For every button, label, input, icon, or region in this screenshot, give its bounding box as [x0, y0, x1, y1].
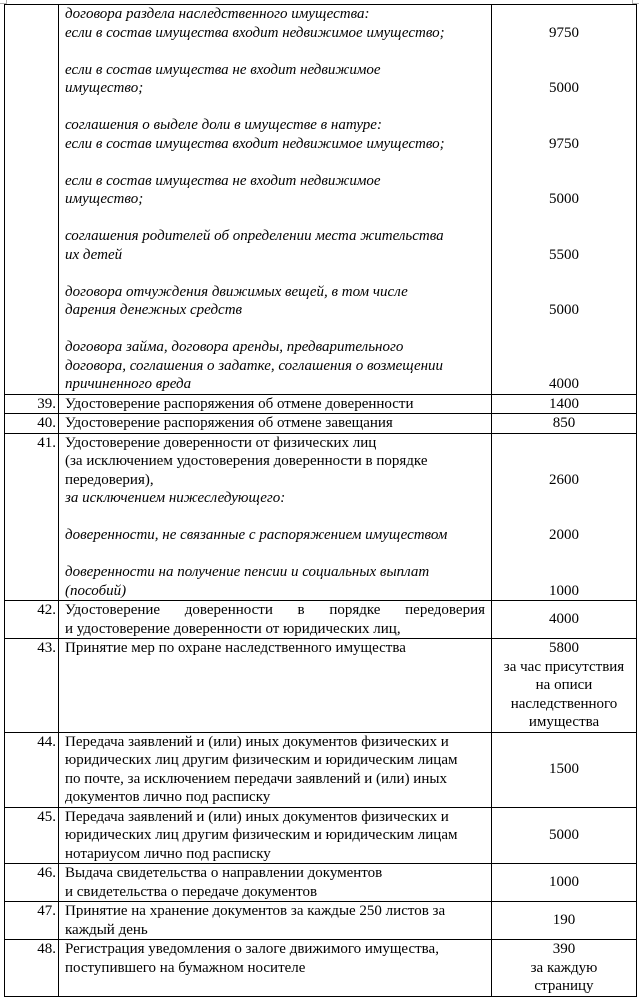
row-description: [59, 433, 492, 601]
row-fee: [492, 433, 637, 601]
row-text-line: юридических лиц другим физическим и юридическим лицам: [65, 827, 458, 843]
sub-item-text: дарения денежных средств: [65, 302, 243, 318]
table-row: [5, 433, 637, 601]
sub-item-text: договора займа, договора аренды, предварительного: [65, 339, 404, 355]
fee-value: 5500: [549, 246, 579, 263]
fee-value: 5000: [549, 191, 579, 207]
row-description: [59, 5, 492, 395]
row-fee: 190: [492, 902, 637, 940]
row-number: 44.: [5, 732, 59, 807]
table-row: [5, 732, 637, 807]
fee-value: 390: [552, 941, 576, 957]
fee-value: 9750: [549, 135, 579, 152]
sub-item-text: имущество;: [65, 191, 144, 207]
table-row: [5, 601, 637, 639]
row-number: 47.: [5, 902, 59, 940]
row-text-line: (за исключением удостоверения доверенности в порядке: [65, 453, 428, 469]
row-text-line: Выдача свидетельства о направлении документов: [65, 865, 383, 881]
row-fee: 1000: [492, 864, 637, 902]
row-number: 45.: [5, 807, 59, 864]
row-description: Удостоверение распоряжения об отмене доверенности: [59, 394, 492, 414]
table-row: [5, 864, 637, 902]
row-description: [59, 601, 492, 639]
row-number: 40.: [5, 414, 59, 434]
table-row: [5, 414, 637, 434]
sub-item-text: причиненного вреда: [65, 376, 192, 392]
fee-value: 1000: [549, 582, 579, 599]
row-fee: 1500: [492, 732, 637, 807]
sub-item-text: имущество;: [65, 80, 144, 96]
row-text-line: и свидетельства о передаче документов: [65, 883, 318, 900]
fee-value: 5000: [549, 302, 579, 318]
sub-item-text: если в состав имущества входит недвижимое имущество;: [65, 24, 445, 41]
row-text-line: юридических лиц другим физическим и юридическим лицам: [65, 752, 458, 768]
row-number: 39.: [5, 394, 59, 414]
sub-item-text: их детей: [65, 246, 123, 263]
notary-fees-table: [4, 4, 637, 997]
sub-item-text: договора раздела наследственного имущества:: [65, 6, 370, 22]
row-text-line: Передача заявлений и (или) иных документов физических и: [65, 808, 449, 825]
sub-item-text: (пособий): [65, 582, 127, 599]
fee-note: имущества: [528, 714, 600, 730]
row-number: 41.: [5, 433, 59, 601]
row-fee: [492, 940, 637, 997]
fee-value: 5800: [549, 640, 579, 656]
row-fee: [492, 5, 637, 395]
row-description: [59, 807, 492, 864]
fee-value: 2000: [549, 527, 579, 543]
sub-item-text: договора отчуждения движимых вещей, в том числе: [65, 283, 408, 300]
row-description: [59, 902, 492, 940]
sub-item-text: если в состав имущества не входит недвижимое: [65, 172, 381, 189]
fee-note: наследственного: [510, 695, 618, 712]
sub-item-text: если в состав имущества не входит недвижимое: [65, 61, 381, 78]
row-description: Принятие мер по охране наследственного имущества: [59, 639, 492, 733]
fee-note: за час присутствия: [503, 658, 625, 675]
row-fee: [492, 639, 637, 733]
row-fee: 4000: [492, 601, 637, 639]
row-text-line: нотариусом лично под расписку: [65, 845, 271, 862]
row-fee: 1400: [492, 394, 637, 414]
sub-item-text: соглашения о выделе доли в имуществе в натуре:: [65, 117, 382, 133]
fee-note: страницу: [534, 978, 594, 994]
sub-item-text: если в состав имущества входит недвижимое имущество;: [65, 135, 445, 152]
fee-value: 4000: [549, 376, 579, 392]
row-text-line: Удостоверение доверенности в порядке передоверия: [65, 602, 485, 618]
sub-item-text: соглашения родителей об определении места жительства: [65, 228, 444, 244]
row-description: Удостоверение распоряжения об отмене завещания: [59, 414, 492, 434]
row-number: [5, 5, 59, 395]
row-number: 42.: [5, 601, 59, 639]
table-row: [5, 639, 637, 733]
row-text-line: по почте, за исключением передачи заявлений и (или) иных: [65, 770, 447, 787]
row-text-line: передоверия),: [65, 471, 154, 488]
row-description: [59, 864, 492, 902]
table-row: [5, 902, 637, 940]
table-row-continuation: [5, 5, 637, 395]
row-description: [59, 732, 492, 807]
row-description: [59, 940, 492, 997]
row-text-line: Принятие на хранение документов за каждые 250 листов за: [65, 903, 446, 919]
fee-value: 2600: [549, 471, 579, 488]
row-text-line: и удостоверение доверенности от юридических лиц,: [65, 620, 401, 637]
row-fee: 5000: [492, 807, 637, 864]
sub-item-text: доверенности, не связанные с распоряжением имуществом: [65, 527, 448, 543]
fee-note: за каждую: [530, 959, 598, 976]
row-subtitle: за исключением нижеследующего:: [65, 490, 286, 506]
fee-value: 9750: [549, 24, 579, 41]
table-row: [5, 940, 637, 997]
row-text-line: каждый день: [65, 921, 148, 938]
row-fee: 850: [492, 414, 637, 434]
sub-item-text: доверенности на получение пенсии и социальных выплат: [65, 564, 430, 580]
fee-note: на описи: [535, 677, 593, 693]
row-number: 46.: [5, 864, 59, 902]
table-row: [5, 394, 637, 414]
fee-value: 5000: [549, 80, 579, 96]
row-text-line: Передача заявлений и (или) иных документов физических и: [65, 733, 449, 750]
row-text-line: Удостоверение доверенности от физических лиц: [65, 434, 377, 451]
row-number: 43.: [5, 639, 59, 733]
sub-item-text: договора, соглашения о задатке, соглашения о возмещении: [65, 357, 444, 374]
table-row: [5, 807, 637, 864]
row-text-line: поступившего на бумажном носителе: [65, 959, 306, 976]
row-text-line: документов лично под расписку: [65, 789, 271, 805]
row-text-line: Регистрация уведомления о залоге движимого имущества,: [65, 941, 439, 957]
row-number: 48.: [5, 940, 59, 997]
